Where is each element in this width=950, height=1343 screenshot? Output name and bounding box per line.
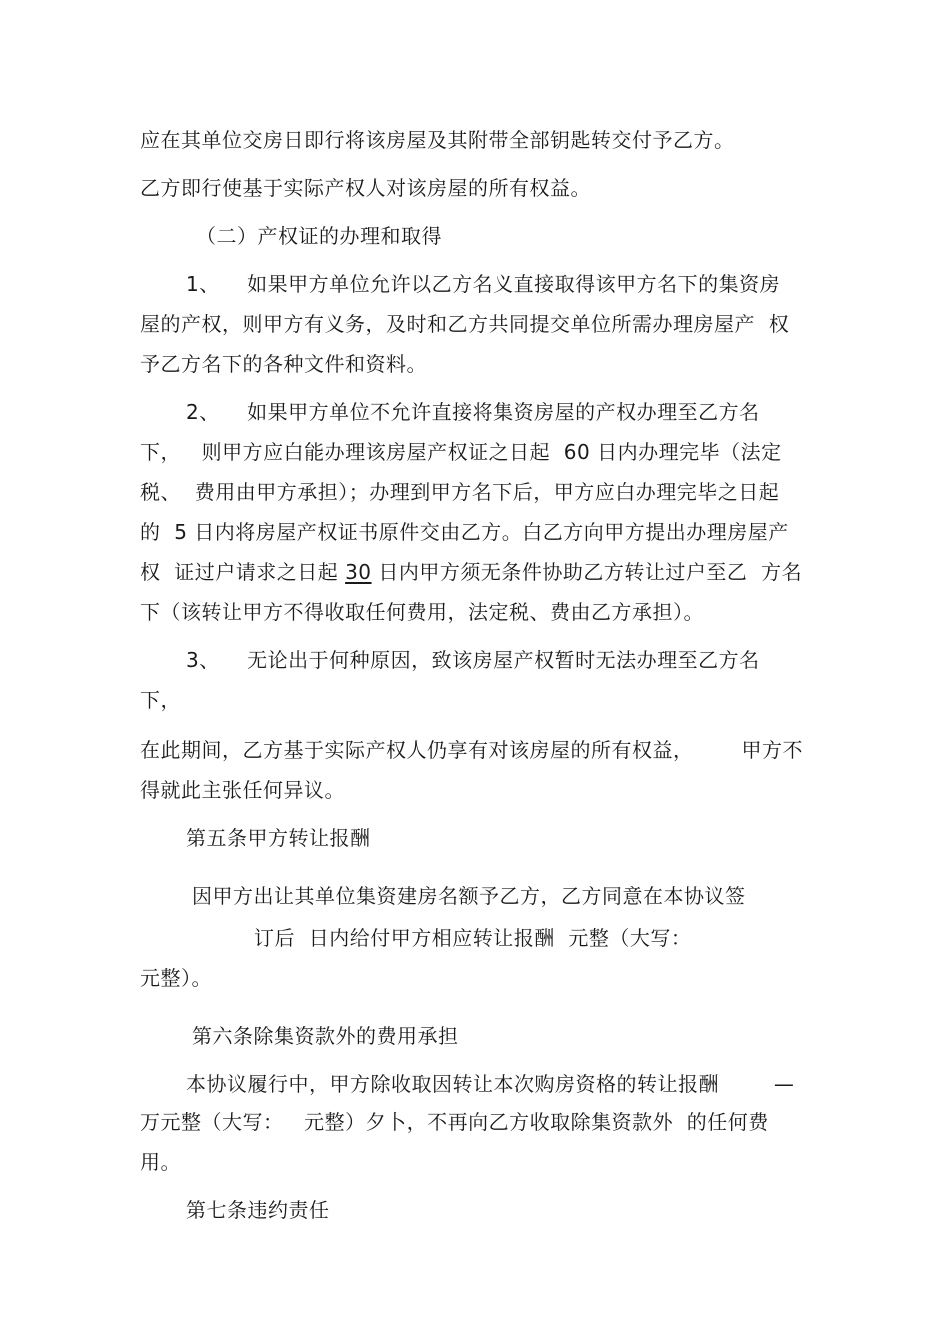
text-line: 1、 如果甲方单位允许以乙方名义直接取得该甲方名下的集资房 <box>186 272 781 296</box>
text-line <box>140 560 802 584</box>
text-line: 下（该转让甲方不得收取任何费用，法定税、费由乙方承担）。 <box>140 600 704 624</box>
underlined-number: 30 <box>345 560 372 584</box>
article-heading: 第六条除集资款外的费用承担 <box>192 1024 459 1048</box>
text-line: 用。 <box>140 1150 181 1174</box>
text-line: 予乙方名下的各种文件和资料。 <box>140 352 427 376</box>
text-line: 因甲方出让其单位集资建房名额予乙方，乙方同意在本协议签 <box>192 884 746 908</box>
text-line: 乙方即行使基于实际产权人对该房屋的所有权益。 <box>140 176 591 200</box>
text-line: 税、 费用由甲方承担）；办理到甲方名下后，甲方应白办理完毕之日起 <box>140 480 780 504</box>
text-line: 万元整（大写： 元整）夕卜，不再向乙方收取除集资款外 的任何费 <box>140 1110 769 1134</box>
text-line: 订后 日内给付甲方相应转让报酬 元整（大写： <box>254 926 692 950</box>
text-line: 下， <box>140 688 181 712</box>
text-line: 得就此主张任何异议。 <box>140 778 345 802</box>
text-line: 在此期间，乙方基于实际产权人仍享有对该房屋的所有权益， 甲方不 <box>140 738 804 762</box>
text-line: 应在其单位交房日即行将该房屋及其附带全部钥匙转交付予乙方。 <box>140 128 735 152</box>
text-line: 下， 则甲方应白能办理该房屋产权证之日起 60 日内办理完毕（法定 <box>140 440 782 464</box>
text-line: 的 5 日内将房屋产权证书原件交由乙方。白乙方向甲方提出办理房屋产 <box>140 520 789 544</box>
text-line: 元整）。 <box>140 966 212 990</box>
section-heading: （二）产权证的办理和取得 <box>196 224 442 248</box>
article-heading: 第五条甲方转让报酬 <box>186 826 371 850</box>
text-line: 2、 如果甲方单位不允许直接将集资房屋的产权办理至乙方名 <box>186 400 760 424</box>
text-line: 本协议履行中，甲方除收取因转让本次购房资格的转让报酬 — <box>186 1072 795 1096</box>
text-segment: 权 证过户请求之日起 <box>140 560 346 584</box>
text-line: 3、 无论出于何种原因，致该房屋产权暂时无法办理至乙方名 <box>186 648 760 672</box>
article-heading: 第七条违约责任 <box>186 1198 330 1222</box>
text-segment: 日内甲方须无条件协助乙方转让过户至乙 方名 <box>371 560 803 584</box>
text-line: 屋的产权，则甲方有义务，及时和乙方共同提交单位所需办理房屋产 权 <box>140 312 790 336</box>
